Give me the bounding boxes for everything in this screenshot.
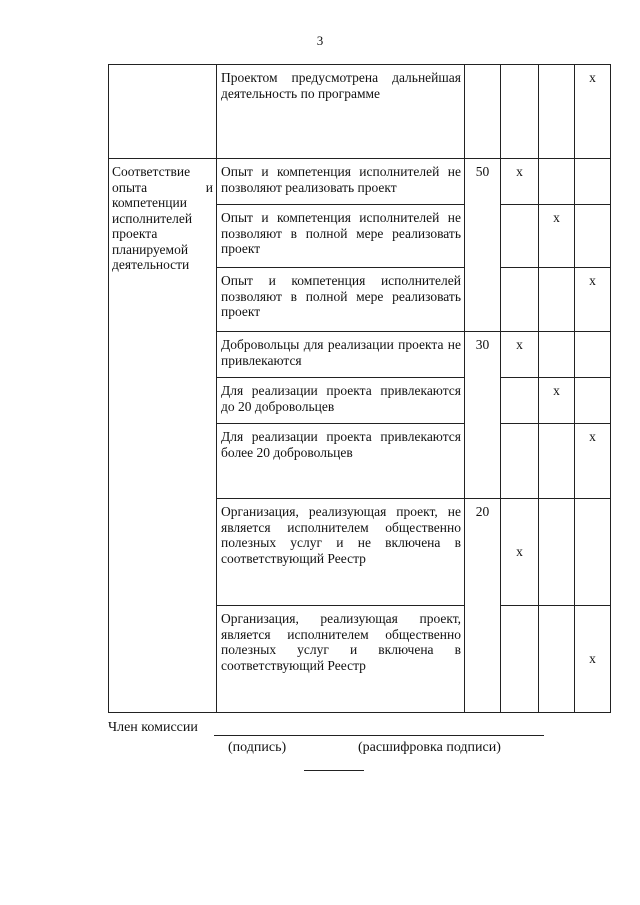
mark-cell (575, 159, 611, 205)
description-cell: Для реализации проекта привлекаются более 20 добровольцев (217, 424, 465, 499)
mark-cell (501, 378, 539, 424)
mark-cell (501, 65, 539, 159)
description-cell: Организация, реализующая проект, не является исполнителем общественно полезных услуг и не включена в соответствующий Реестр (217, 499, 465, 606)
description-cell: Опыт и компетенция исполнителей позволяют в полной мере реализовать проект (217, 268, 465, 332)
mark-cell: x (501, 159, 539, 205)
mark-cell (539, 268, 575, 332)
mark-cell (501, 606, 539, 713)
mark-cell (575, 332, 611, 378)
mark-cell: x (575, 65, 611, 159)
mark-cell (539, 499, 575, 606)
signature-label: Член комиссии (108, 720, 198, 735)
mark-cell: x (501, 499, 539, 606)
mark-cell: x (539, 378, 575, 424)
mark-cell: x (501, 332, 539, 378)
evaluation-table (108, 64, 611, 713)
signature-decoding-hint: (расшифровка подписи) (358, 740, 501, 755)
mark-cell (575, 378, 611, 424)
description-cell: Проектом предусмотрена дальнейшая деятельность по программе (217, 65, 465, 159)
description-cell: Опыт и компетенция исполнителей не позволяют в полной мере реализовать проект (217, 205, 465, 268)
table-row (109, 159, 611, 205)
mark-cell (501, 205, 539, 268)
table-row-continuation (109, 65, 611, 159)
description-cell: Опыт и компетенция исполнителей не позволяют реализовать проект (217, 159, 465, 205)
mark-cell (575, 499, 611, 606)
description-cell: Организация, реализующая проект, является исполнителем общественно полезных услуг и включена в соответствующий Реестр (217, 606, 465, 713)
signature-decoding-line (344, 735, 544, 736)
description-cell: Для реализации проекта привлекаются до 20 добровольцев (217, 378, 465, 424)
max-score-cell: 50 (465, 159, 501, 332)
criterion-cell-empty (109, 65, 217, 159)
mark-cell: x (575, 606, 611, 713)
mark-cell (501, 424, 539, 499)
description-cell: Добровольцы для реализации проекта не привлекаются (217, 332, 465, 378)
mark-cell (539, 65, 575, 159)
mark-cell (539, 424, 575, 499)
mark-cell (539, 606, 575, 713)
mark-cell: x (575, 268, 611, 332)
group-criterion-cell: Соответствие опыта и компетенции исполнителей проекта планируемой деятельности (109, 159, 217, 713)
end-line-divider (304, 770, 364, 771)
mark-cell (539, 332, 575, 378)
mark-cell (575, 205, 611, 268)
page-number: 3 (316, 33, 324, 48)
max-score-cell: 30 (465, 332, 501, 499)
mark-cell: x (575, 424, 611, 499)
mark-cell (539, 159, 575, 205)
max-score-cell: 20 (465, 499, 501, 713)
mark-cell (501, 268, 539, 332)
mark-cell: x (539, 205, 575, 268)
signature-hint: (подпись) (228, 740, 287, 755)
score-cell-empty (465, 65, 501, 159)
